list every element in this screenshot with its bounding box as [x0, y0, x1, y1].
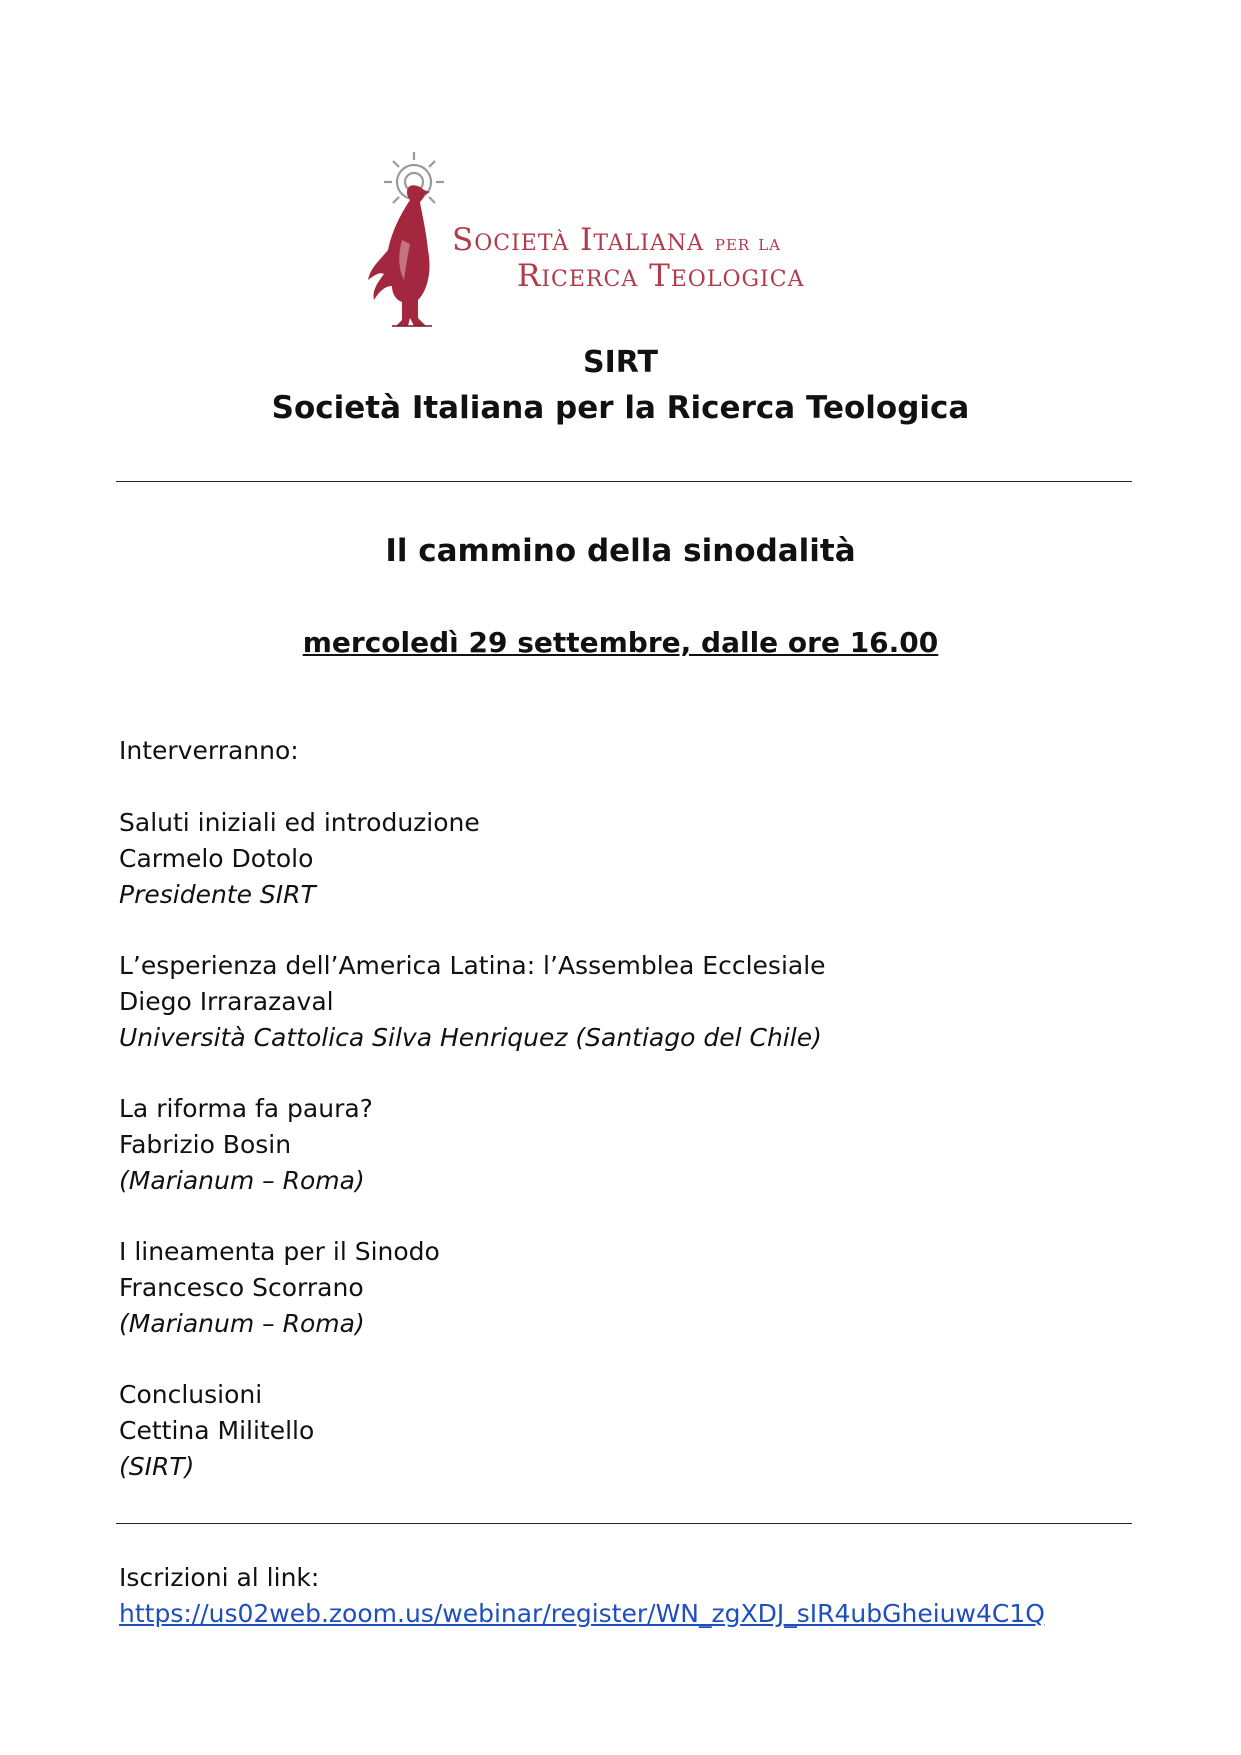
logo-wordmark-society: Società Italiana [452, 222, 704, 258]
divider-top [116, 481, 1132, 482]
talk-block [119, 1091, 373, 1199]
talk-affiliation: Presidente SIRT [119, 880, 316, 909]
talk-affiliation: Università Cattolica Silva Henriquez (Santiago del Chile) [119, 1023, 822, 1052]
talk-topic: L’esperienza dell’America Latina: l’Assemblea Ecclesiale [119, 951, 826, 980]
rooster-emblem-icon [362, 150, 462, 345]
event-title: Il cammino della sinodalità [385, 533, 856, 569]
talk-topic: Saluti iniziali ed introduzione [119, 808, 480, 837]
rooster-body-icon [368, 185, 430, 326]
talk-affiliation: (Marianum – Roma) [119, 1309, 365, 1338]
talk-speaker: Carmelo Dotolo [119, 844, 314, 873]
org-full-name: Società Italiana per la Ricerca Teologica [271, 390, 970, 426]
logo-wordmark-line2: Ricerca Teologica [517, 258, 805, 294]
talk-affiliation: (SIRT) [119, 1452, 195, 1481]
talk-topic: I lineamenta per il Sinodo [119, 1237, 440, 1266]
talk-speaker: Fabrizio Bosin [119, 1130, 292, 1159]
talk-speaker: Cettina Militello [119, 1416, 315, 1445]
event-date [0, 626, 1241, 659]
talk-block [119, 1234, 440, 1342]
event-date-text: mercoledì 29 settembre, dalle ore 16.00 [302, 626, 939, 659]
talk-speaker: Diego Irrarazaval [119, 987, 334, 1016]
talk-block [119, 948, 826, 1056]
logo-wordmark-per-la: per la [714, 231, 781, 256]
talk-speaker: Francesco Scorrano [119, 1273, 364, 1302]
registration-label: Iscrizioni al link: [119, 1563, 320, 1592]
org-acronym: SIRT [583, 345, 658, 380]
registration-link[interactable]: https://us02web.zoom.us/webinar/register/WN_zgXDJ_sIR4ubGheiuw4C1Q [119, 1599, 1045, 1628]
speakers-intro: Interverranno: [119, 736, 299, 765]
divider-bottom [116, 1523, 1132, 1524]
logo-wordmark-line1 [452, 222, 781, 258]
talk-block [119, 1377, 314, 1485]
talk-topic: La riforma fa paura? [119, 1094, 373, 1123]
talk-block [119, 805, 480, 913]
talk-topic: Conclusioni [119, 1380, 263, 1409]
talk-affiliation: (Marianum – Roma) [119, 1166, 365, 1195]
